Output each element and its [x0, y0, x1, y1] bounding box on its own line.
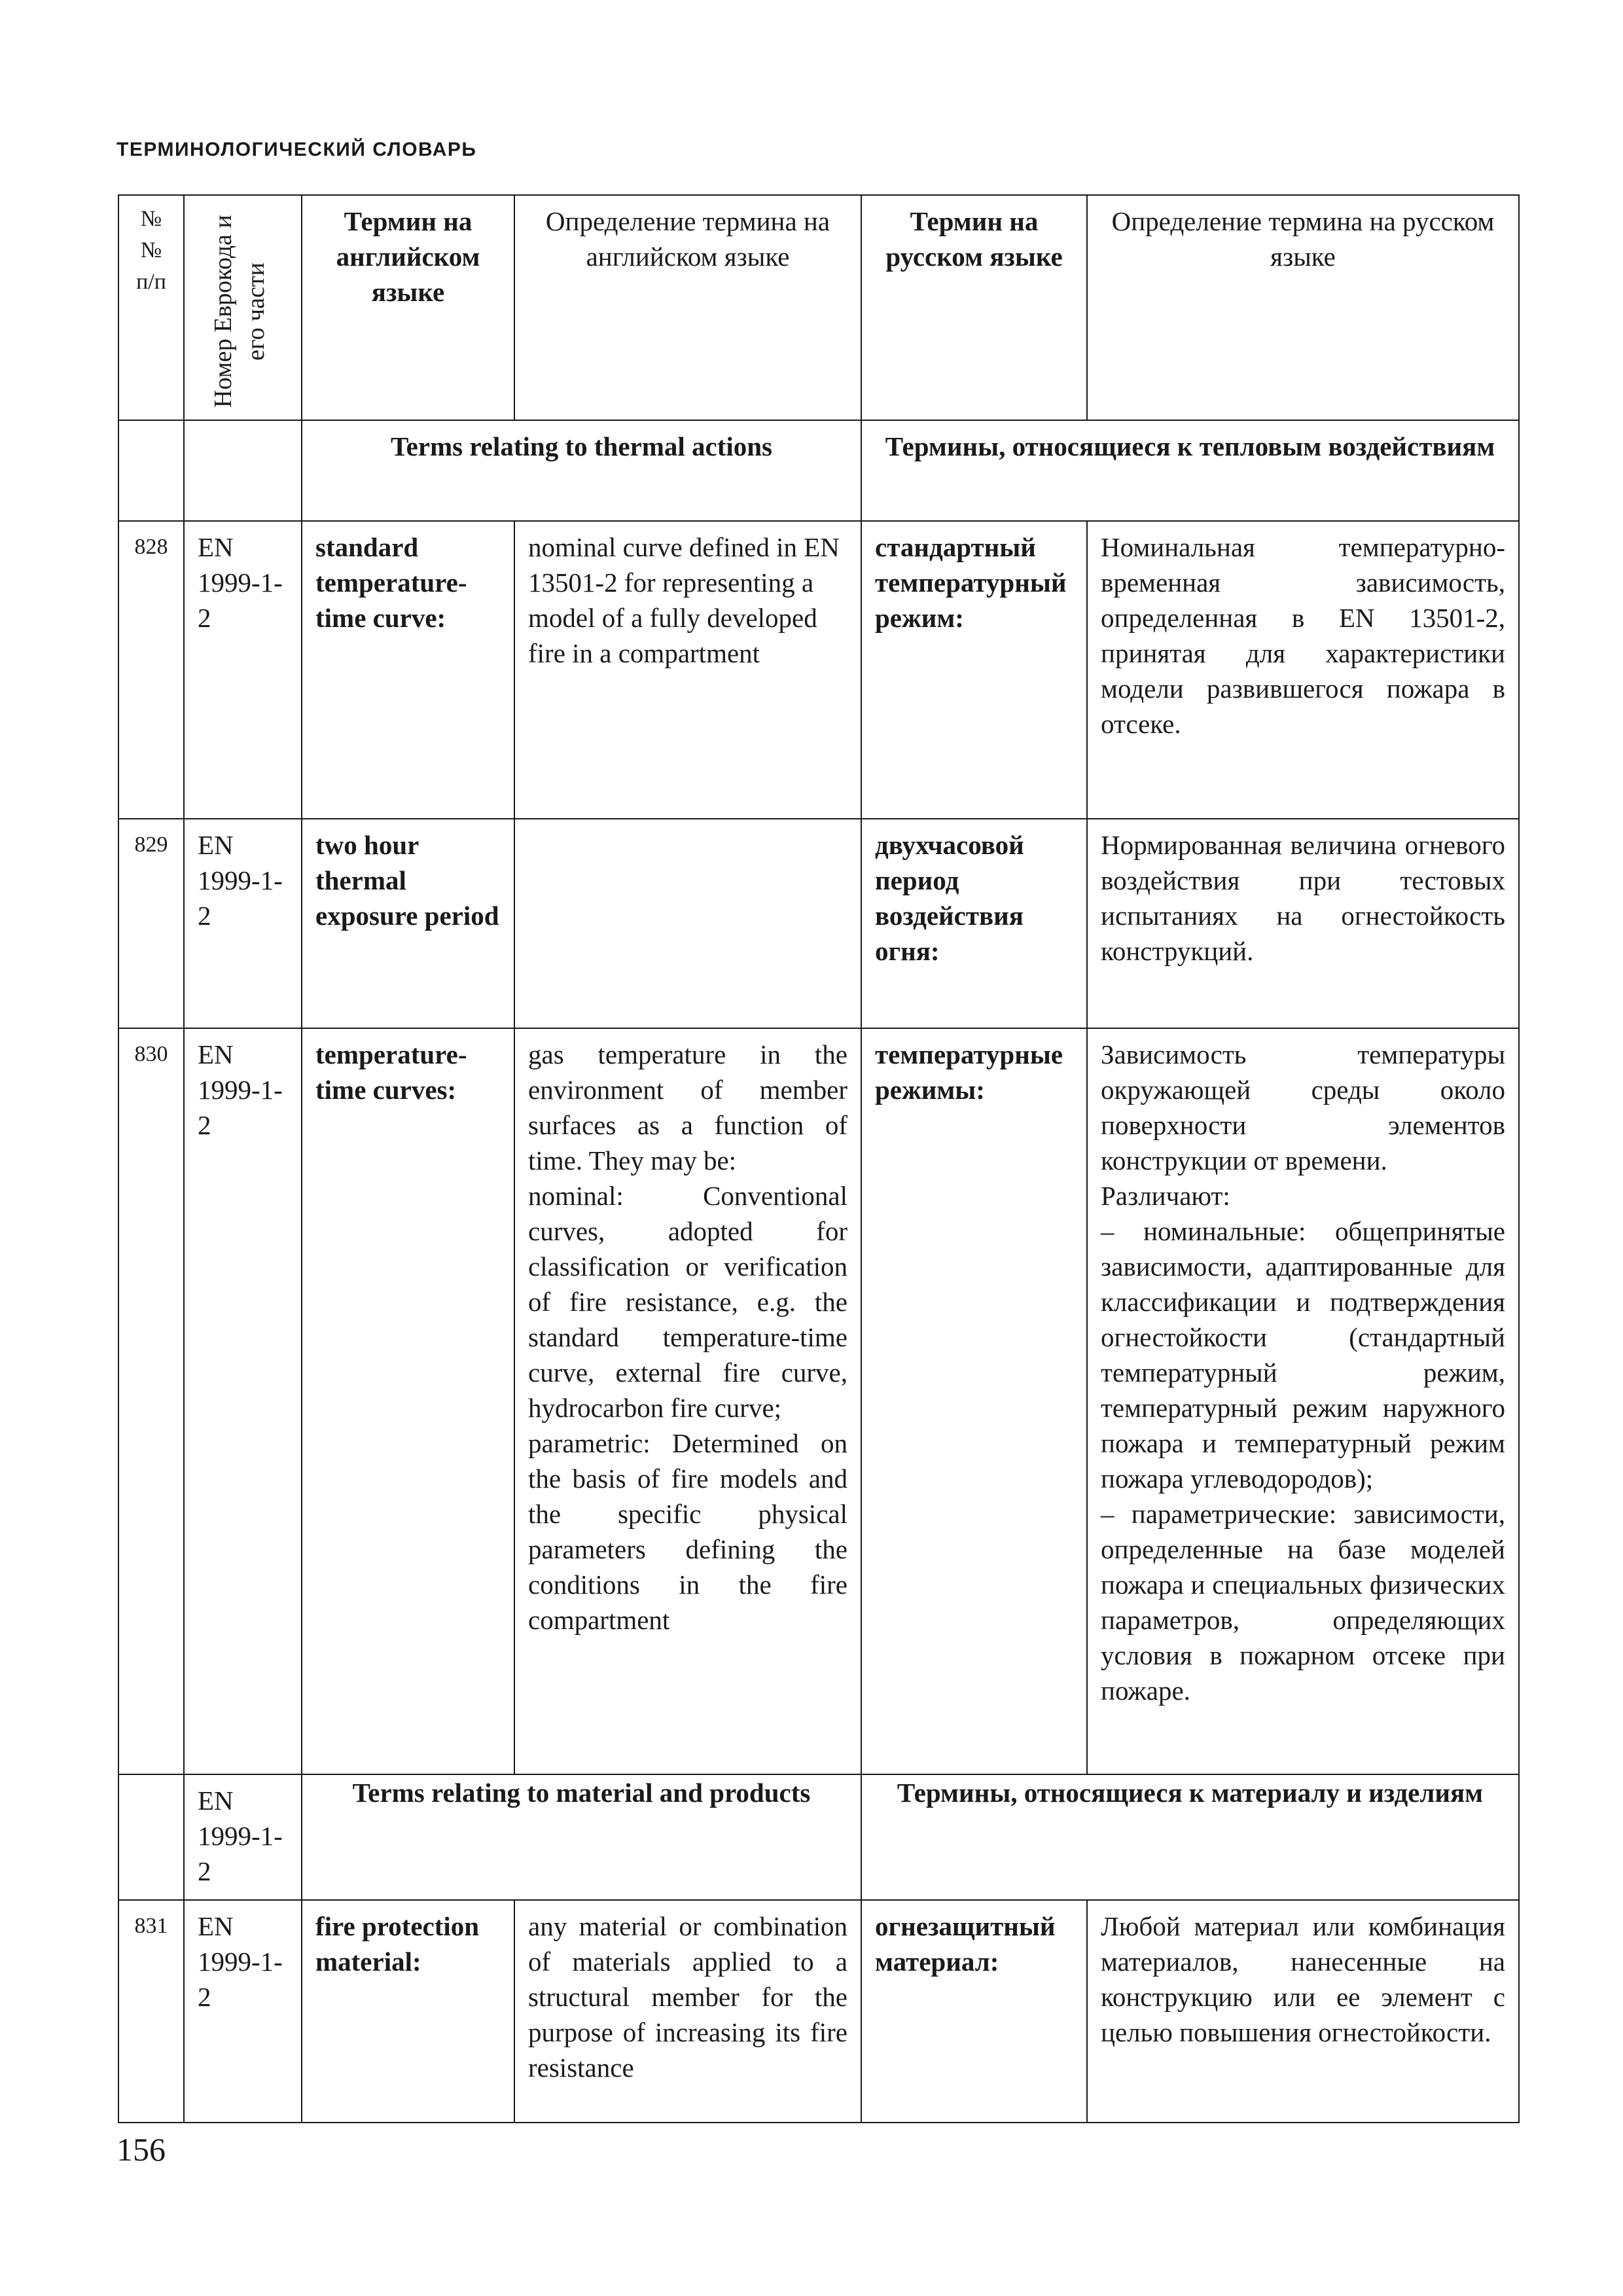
table-header-row: [118, 195, 1519, 420]
row-num: 830: [118, 1028, 184, 1774]
section-thermal-en: Terms relating to thermal actions: [302, 420, 861, 521]
header-term-ru: Термин на русском языке: [861, 195, 1087, 420]
row-code: EN 1999-1-2: [184, 819, 302, 1028]
def-ru-parametric: – параметрические: зависимости, определенные на базе моделей пожара и специальных физических параметров, определяющих условия в пожарном отсеке при пожаре.: [1101, 1499, 1505, 1706]
table-row: [118, 1028, 1519, 1774]
terminology-table: [118, 194, 1520, 2123]
row-term-ru: двухчасовой период воздействия огня:: [861, 819, 1087, 1028]
row-num: 831: [118, 1900, 184, 2123]
row-code: EN 1999-1-2: [184, 1028, 302, 1774]
row-term-ru: температурные режимы:: [861, 1028, 1087, 1774]
table-row: [118, 521, 1519, 819]
def-en-intro: gas temperature in the environment of member surfaces as a function of time. They may be:: [528, 1039, 847, 1175]
def-ru-distinguish: Различают:: [1101, 1181, 1230, 1211]
section-material-en: Terms relating to material and products: [302, 1774, 861, 1900]
row-term-ru: огнезащитный материал:: [861, 1900, 1087, 2123]
row-def-en: [514, 819, 861, 1028]
def-ru-nominal: – номинальные: общепринятые зависимости, адаптированные для классификации и подтверждения огнестойкости (стандартный температурный режим, температурный режим наружного пожара и температурный режим пожара углеводородов);: [1101, 1216, 1505, 1494]
header-term-en: Термин на английском языке: [302, 195, 514, 420]
row-num: 828: [118, 521, 184, 819]
def-en-nominal: nominal: Conventional curves, adopted for classification or verification of fire resistance, e.g. the standard temperature-time curve, external fire curve, hydrocarbon fire curve;: [528, 1181, 847, 1423]
section-material-ru: Термины, относящиеся к материалу и изделиям: [861, 1774, 1519, 1900]
row-def-ru: Номинальная температурно-временная зависимость, определенная в EN 13501-2, принятая для характеристики модели развившегося пожара в отсеке.: [1087, 521, 1519, 819]
table-row: [118, 819, 1519, 1028]
row-def-en: nominal curve defined in EN 13501-2 for representing a model of a fully developed fire in a compartment: [514, 521, 861, 819]
row-term-en: standard temperature-time curve:: [302, 521, 514, 819]
header-eurocode-label: Номер Еврокода и его части: [209, 215, 270, 408]
row-term-ru: стандартный температурный режим:: [861, 521, 1087, 819]
section-thermal-ru: Термины, относящиеся к тепловым воздействиям: [861, 420, 1519, 521]
header-num: №№ п/п: [118, 195, 184, 420]
row-code: EN 1999-1-2: [184, 521, 302, 819]
row-def-ru: Нормированная величина огневого воздействия при тестовых испытаниях на огнестойкость конструкций.: [1087, 819, 1519, 1028]
row-num: 829: [118, 819, 184, 1028]
row-def-ru: [1087, 1028, 1519, 1774]
def-en-parametric: parametric: Determined on the basis of fire models and the specific physical parameters defining the conditions in the fire compartment: [528, 1428, 847, 1635]
row-def-en: [514, 1028, 861, 1774]
def-ru-intro: Зависимость температуры окружающей среды около поверхности элементов конструкции от времени.: [1101, 1039, 1505, 1175]
row-def-ru: Любой материал или комбинация материалов, нанесенные на конструкцию или ее элемент с целью повышения огнестойкости.: [1087, 1900, 1519, 2123]
row-term-en: temperature-time curves:: [302, 1028, 514, 1774]
header-def-ru: Определение термина на русском языке: [1087, 195, 1519, 420]
row-def-en: any material or combination of materials applied to a structural member for the purpose of increasing its fire resistance: [514, 1900, 861, 2123]
running-head: ТЕРМИНОЛОГИЧЕСКИЙ СЛОВАРЬ: [116, 139, 477, 160]
header-def-en: Определение термина на английском языке: [514, 195, 861, 420]
page-number: 156: [116, 2131, 166, 2168]
section-material-code: EN 1999-1-2: [184, 1774, 302, 1900]
section-row-material: [118, 1774, 1519, 1900]
header-eurocode: [184, 195, 302, 420]
row-code: EN 1999-1-2: [184, 1900, 302, 2123]
row-term-en: fire protection material:: [302, 1900, 514, 2123]
section-row-thermal: [118, 420, 1519, 521]
row-term-en: two hour thermal exposure period: [302, 819, 514, 1028]
table-row: [118, 1900, 1519, 2123]
